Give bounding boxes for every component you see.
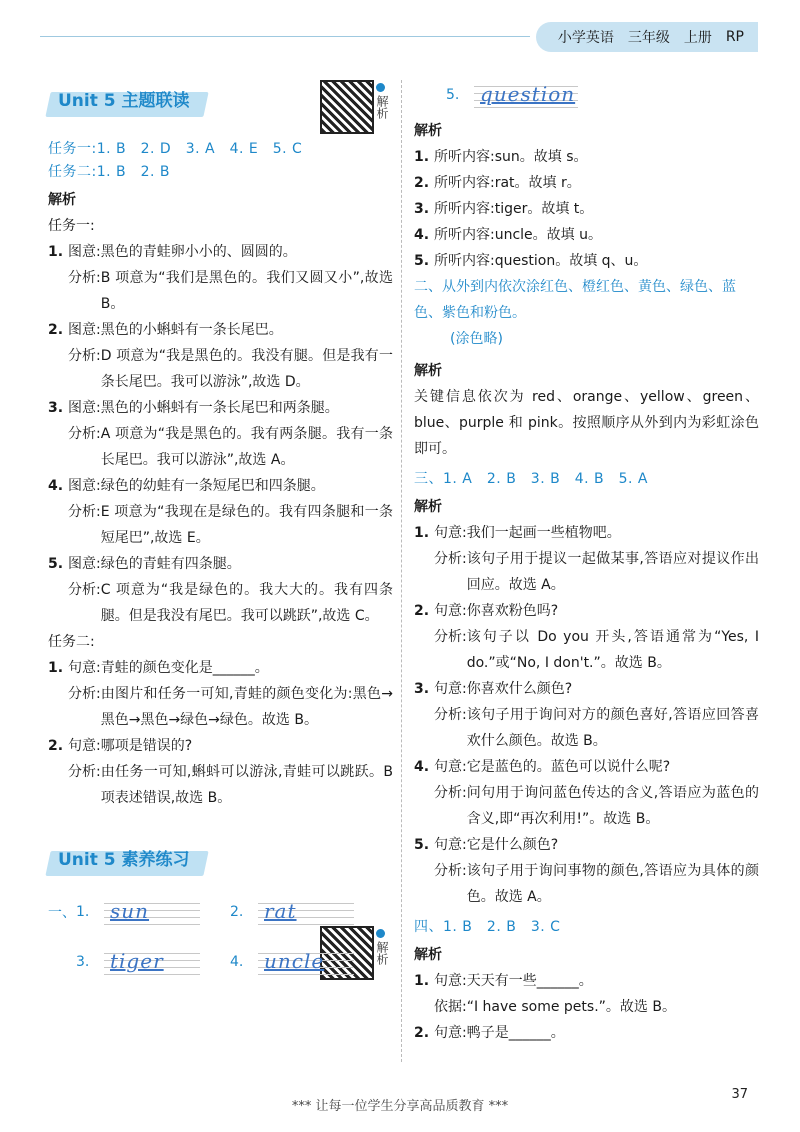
item-number: 4. xyxy=(414,227,430,243)
section-title: Unit 5 素养练习 xyxy=(48,839,206,876)
item-number: 1. xyxy=(414,149,430,165)
analysis-text: 该句子用于询问事物的颜色,答语应为具体的颜色。故选 A。 xyxy=(466,863,759,905)
listening-text: 所听内容:sun。故填 s。 xyxy=(434,149,588,165)
list-item xyxy=(48,239,393,265)
analysis-text: 该句子以 Do you 开头,答语通常为“Yes, I do.”或“No, I don't.”。故选 B。 xyxy=(466,629,759,671)
listening-text: 所听内容:tiger。故填 t。 xyxy=(434,201,594,217)
jiexi-heading: 解析 xyxy=(414,947,442,963)
writing-lines xyxy=(104,897,200,927)
list-item xyxy=(414,1020,759,1046)
list-item xyxy=(414,222,759,248)
jiexi-heading: 解析 xyxy=(414,363,442,379)
item-number: 4. xyxy=(414,759,430,775)
item-number: 2. xyxy=(48,322,64,338)
list-item xyxy=(48,655,393,681)
analysis-label: 分析: xyxy=(68,348,101,364)
left-column xyxy=(48,80,393,982)
analysis-block xyxy=(48,265,393,317)
section-title: Unit 5 主题联读 xyxy=(48,80,206,117)
item-description: 句意:你喜欢粉色吗? xyxy=(434,603,559,619)
item-description: 句意:哪项是错误的? xyxy=(68,738,193,754)
item-description: 图意:绿色的青蛙有四条腿。 xyxy=(68,556,241,572)
item-number: 4. xyxy=(48,478,64,494)
q4-answers: 四、1. B 2. B 3. C xyxy=(414,919,561,935)
sentence-meaning: 句意:天天有一些______。 xyxy=(434,973,593,989)
analysis-block xyxy=(48,577,393,629)
item-number: 1. xyxy=(48,244,64,260)
task2-heading: 任务二: xyxy=(48,634,95,650)
q2-explanation: 关键信息依次为 red、orange、yellow、green、blue、purple 和 pink。按照顺序从外到内为彩虹涂色即可。 xyxy=(414,389,759,457)
jiexi-heading: 解析 xyxy=(414,123,442,139)
task1-answers: 任务一:1. B 2. D 3. A 4. E 5. C xyxy=(48,141,303,157)
q3-answers: 三、1. A 2. B 3. B 4. B 5. A xyxy=(414,471,649,487)
item-number: 2. xyxy=(414,603,430,619)
list-item xyxy=(414,170,759,196)
analysis-text: A 项意为“我是黑色的。我有两条腿。我有一条长尾巴。我可以游泳”,故选 A。 xyxy=(100,426,393,468)
analysis-text: B 项意为“我们是黑色的。我们又圆又小”,故选 B。 xyxy=(100,270,393,312)
analysis-text: 问句用于询问蓝色传达的含义,答语应为蓝色的含义,即“再次利用!”。故选 B。 xyxy=(466,785,759,827)
item-description: 图意:黑色的小蝌蚪有一条长尾巴。 xyxy=(68,322,283,338)
analysis-text: C 项意为“我是绿色的。我大大的。我有四条腿。但是我没有尾巴。我可以跳跃”,故选 C。 xyxy=(100,582,393,624)
item-number: 2. xyxy=(414,175,430,191)
listening-text: 所听内容:uncle。故填 u。 xyxy=(434,227,602,243)
right-column xyxy=(414,78,759,1046)
item-description: 图意:绿色的幼蛙有一条短尾巴和四条腿。 xyxy=(68,478,325,494)
analysis-block xyxy=(48,681,393,733)
item-number: 2. xyxy=(414,1025,430,1041)
header-edition: RP xyxy=(725,29,744,45)
writing-lines xyxy=(258,947,354,977)
analysis-block xyxy=(414,546,759,598)
analysis-text: 该句子用于提议一起做某事,答语应对提议作出回应。故选 A。 xyxy=(466,551,759,593)
analysis-text: 由图片和任务一可知,青蛙的颜色变化为:黑色→黑色→黑色→绿色→绿色。故选 B。 xyxy=(100,686,393,728)
writing-row xyxy=(48,892,393,932)
writing-row xyxy=(48,942,393,982)
task1-list xyxy=(48,239,393,629)
list-item xyxy=(414,832,759,858)
analysis-label: 分析: xyxy=(68,764,101,780)
qr-label: 解析 xyxy=(375,941,389,965)
item-number: 3. xyxy=(48,400,64,416)
task1-heading: 任务一: xyxy=(48,218,95,234)
list-item xyxy=(414,676,759,702)
item-description: 图意:黑色的青蛙卵小小的、圆圆的。 xyxy=(68,244,297,260)
analysis-block xyxy=(48,343,393,395)
list-item xyxy=(48,733,393,759)
analysis-label: 分析: xyxy=(434,551,467,567)
jiexi-heading: 解析 xyxy=(414,499,442,515)
list-item xyxy=(48,395,393,421)
item-description: 句意:青蛙的颜色变化是______。 xyxy=(68,660,269,676)
listening-text: 所听内容:question。故填 q、u。 xyxy=(434,253,648,269)
handwritten-word: sun xyxy=(110,899,150,923)
analysis-block xyxy=(414,858,759,910)
q2-note: (涂色略) xyxy=(450,331,503,347)
item-number: 1. xyxy=(414,973,430,989)
section-prefix: 一、 xyxy=(48,905,76,921)
analysis-label: 分析: xyxy=(434,707,467,723)
footer-slogan: *** 让每一位学生分享高品质教育 *** xyxy=(291,1099,509,1114)
analysis-label: 分析: xyxy=(68,426,101,442)
analysis-block xyxy=(414,702,759,754)
task2-list xyxy=(48,655,393,811)
analysis-label: 分析: xyxy=(68,270,101,286)
analysis-block xyxy=(48,759,393,811)
column-divider xyxy=(401,80,402,1062)
sentence-meaning: 句意:鸭子是______。 xyxy=(434,1025,565,1041)
basis-text: 依据:“I have some pets.”。故选 B。 xyxy=(434,999,676,1015)
handwritten-word: uncle xyxy=(264,949,325,973)
jiexi-heading: 解析 xyxy=(48,192,76,208)
list-item xyxy=(414,248,759,274)
analysis-label: 分析: xyxy=(434,785,467,801)
header-grade: 三年级 xyxy=(627,30,670,46)
item-number: 5. xyxy=(48,556,64,572)
handwritten-word: question xyxy=(480,82,576,106)
item-number: 4. xyxy=(230,954,244,970)
item-number: 2. xyxy=(230,904,244,920)
writing-lines xyxy=(104,947,200,977)
item-description: 句意:你喜欢什么颜色? xyxy=(434,681,573,697)
analysis-label: 分析: xyxy=(68,686,101,702)
header-volume: 上册 xyxy=(683,30,712,46)
list-item xyxy=(414,196,759,222)
page-header xyxy=(536,22,758,52)
analysis-text: D 项意为“我是黑色的。我没有腿。但是我有一条长尾巴。我可以游泳”,故选 D。 xyxy=(100,348,393,390)
writing-lines xyxy=(258,897,354,927)
task2-answers: 任务二:1. B 2. B xyxy=(48,164,171,180)
handwritten-word: rat xyxy=(264,899,297,923)
q3-list xyxy=(414,520,759,910)
list-item xyxy=(414,144,759,170)
item-number: 3. xyxy=(76,954,90,970)
listening-text: 所听内容:rat。故填 r。 xyxy=(434,175,581,191)
listening-list xyxy=(414,144,759,274)
item-number: 3. xyxy=(414,201,430,217)
item-number: 5. xyxy=(414,837,430,853)
q2-title: 二、从外到内依次涂红色、橙红色、黄色、绿色、蓝色、紫色和粉色。 xyxy=(414,279,736,321)
list-item xyxy=(414,598,759,624)
item-description: 句意:它是蓝色的。蓝色可以说什么呢? xyxy=(434,759,671,775)
analysis-text: 由任务一可知,蝌蚪可以游泳,青蛙可以跳跃。B 项表述错误,故选 B。 xyxy=(100,764,393,806)
analysis-block xyxy=(48,499,393,551)
qr-label: 解析 xyxy=(375,95,389,119)
list-item xyxy=(48,473,393,499)
analysis-block xyxy=(414,624,759,676)
analysis-text: E 项意为“我现在是绿色的。我有四条腿和一条短尾巴”,故选 E。 xyxy=(100,504,393,546)
analysis-block xyxy=(414,780,759,832)
analysis-text: 该句子用于询问对方的颜色喜好,答语应回答喜欢什么颜色。故选 B。 xyxy=(466,707,759,749)
list-item xyxy=(414,968,759,994)
list-item xyxy=(414,754,759,780)
header-subject: 小学英语 xyxy=(557,30,614,46)
item-number: 2. xyxy=(48,738,64,754)
item-number: 5. xyxy=(446,87,460,103)
analysis-label: 分析: xyxy=(434,629,467,645)
analysis-label: 分析: xyxy=(434,863,467,879)
list-item xyxy=(48,551,393,577)
item-description: 句意:我们一起画一些植物吧。 xyxy=(434,525,621,541)
item-description: 句意:它是什么颜色? xyxy=(434,837,559,853)
analysis-block xyxy=(48,421,393,473)
page-number: 37 xyxy=(731,1087,748,1102)
item-number: 1. xyxy=(414,525,430,541)
item-description: 图意:黑色的小蝌蚪有一条长尾巴和两条腿。 xyxy=(68,400,339,416)
item-number: 1. xyxy=(76,904,90,920)
handwritten-word: tiger xyxy=(110,949,164,973)
list-item xyxy=(414,520,759,546)
writing-lines xyxy=(474,80,578,110)
analysis-label: 分析: xyxy=(68,582,101,598)
analysis-label: 分析: xyxy=(68,504,101,520)
item-number: 5. xyxy=(414,253,430,269)
item-number: 3. xyxy=(414,681,430,697)
header-rule xyxy=(40,36,530,37)
header-pill xyxy=(536,22,758,52)
writing-row xyxy=(414,78,759,112)
list-item xyxy=(48,317,393,343)
item-number: 1. xyxy=(48,660,64,676)
